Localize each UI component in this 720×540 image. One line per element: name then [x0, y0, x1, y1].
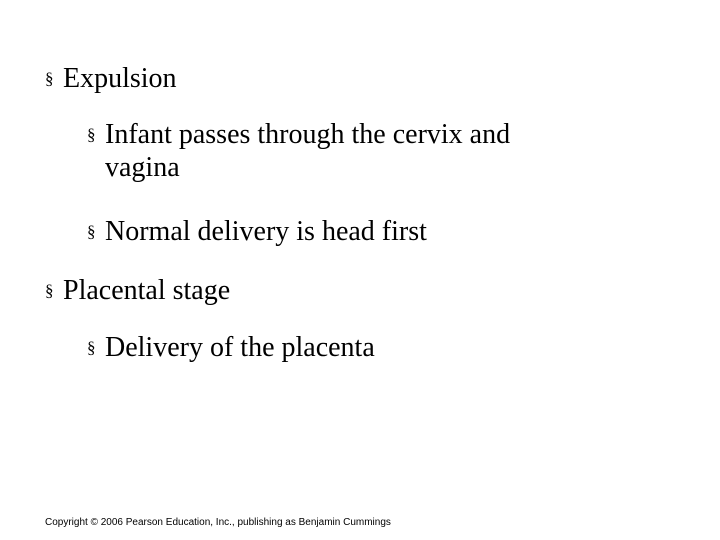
sub-bullet-delivery-placenta: [87, 331, 647, 364]
copyright-footer: Copyright © 2006 Pearson Education, Inc., publishing as Benjamin Cummings: [45, 517, 391, 528]
bullet-text: Expulsion: [63, 63, 177, 94]
bullet-marker-icon: §: [45, 281, 54, 300]
bullet-expulsion: [45, 62, 685, 95]
bullet-marker-icon: §: [87, 222, 96, 241]
bullet-text: Normal delivery is head first: [105, 216, 427, 247]
bullet-marker-icon: §: [45, 69, 54, 88]
bullet-marker-icon: §: [87, 338, 96, 357]
bullet-text: Infant passes through the cervix and vagina: [105, 119, 511, 183]
sub-bullet-normal-delivery: [87, 215, 647, 248]
bullet-marker-icon: §: [87, 125, 96, 144]
sub-bullet-infant-passes: [87, 118, 587, 184]
bullet-text: Delivery of the placenta: [105, 332, 375, 363]
bullet-placental-stage: [45, 274, 685, 307]
bullet-text: Placental stage: [63, 275, 231, 306]
